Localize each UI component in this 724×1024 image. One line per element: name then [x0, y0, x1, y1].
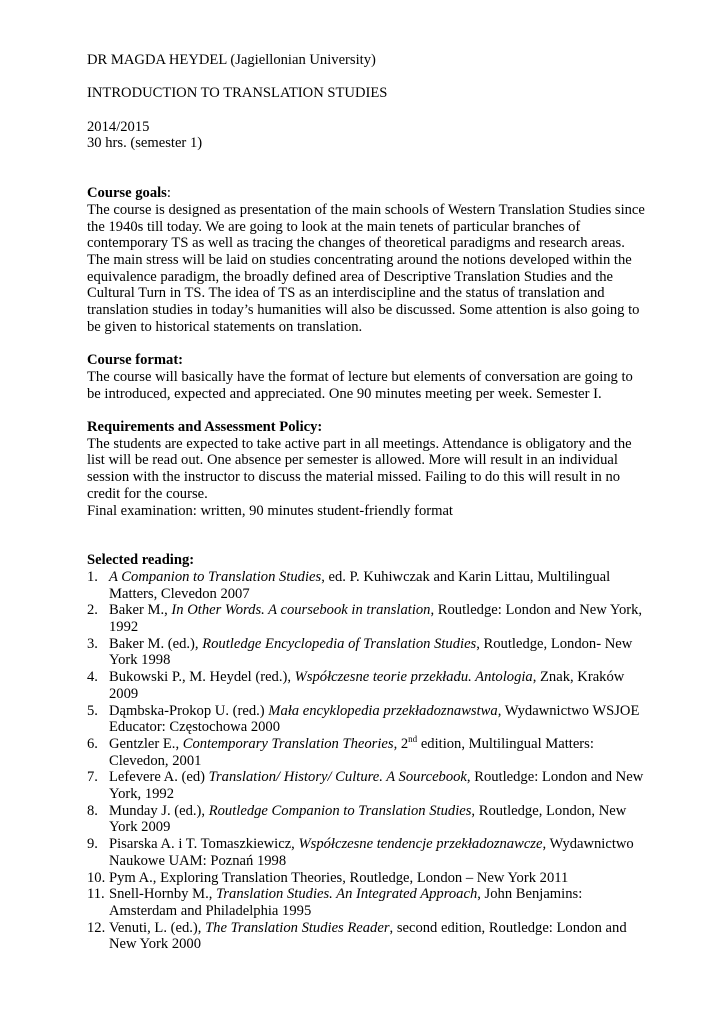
reading-item: 4. Bukowski P., M. Heydel (red.), Współczesne teorie przekładu. Antologia, Znak, Kraków 2009 — [87, 669, 625, 702]
document-page — [87, 52, 647, 953]
requirements-heading: Requirements and Assessment Policy: — [87, 419, 323, 435]
reading-item: 1. A Companion to Translation Studies, ed. P. Kuhiwczak and Karin Littau, Multilingual Matters, Clevedon 2007 — [87, 568, 611, 602]
selected-reading-section — [87, 552, 647, 953]
course-format-section — [87, 352, 647, 402]
reading-item: 10. Pym A., Exploring Translation Theories, Routledge, London – New York 2011 — [87, 869, 569, 886]
course-goals-heading: Course goals — [87, 185, 167, 202]
reading-item: 5. Dąmbska-Prokop U. (red.) Mała encyklopedia przekładoznawstwa, Wydawnictwo WSJOE Educator: Częstochowa 2000 — [87, 702, 640, 736]
reading-item: 12. Venuti, L. (ed.), The Translation Studies Reader, second edition, Routledge: London and New York 2000 — [87, 919, 627, 953]
author-line: DR MAGDA HEYDEL (Jagiellonian University) — [87, 52, 376, 68]
final-exam-text: Final examination: written, 90 minutes student-friendly format — [87, 502, 453, 519]
reading-item: 11. Snell-Hornby M., Translation Studies. An Integrated Approach, John Benjamins: Amsterdam and Philadelphia 1995 — [87, 886, 583, 919]
reading-item: 3. Baker M. (ed.), Routledge Encyclopedia of Translation Studies, Routledge, London- New York 1998 — [87, 635, 633, 669]
course-goals-section — [87, 185, 647, 335]
reading-item: 2. Baker M., In Other Words. A coursebook in translation, Routledge: London and New York, 1992 — [87, 602, 643, 636]
requirements-section — [87, 419, 647, 519]
course-format-text: The course will basically have the format of lecture but elements of conversation are going to be introduced, expected and appreciated. One 90 minutes meeting per week. Semester I. — [87, 368, 633, 402]
course-goals-colon: : — [166, 185, 171, 202]
reading-item: 9. Pisarska A. i T. Tomaszkiewicz, Współczesne tendencje przekładoznawcze, Wydawnictwo Naukowe UAM: Poznań 1998 — [87, 836, 634, 869]
requirements-text: The students are expected to take active part in all meetings. Attendance is obligatory and the list will be read out. One absence per semester is allowed. More will result in an individual session with the instructor to discuss the material missed. Failing to do this will result in no credit for the course. — [87, 435, 632, 502]
course-title: INTRODUCTION TO TRANSLATION STUDIES — [87, 85, 388, 102]
course-hours: 30 hrs. (semester 1) — [87, 135, 203, 152]
reading-list — [87, 569, 647, 953]
reading-item: 6. Gentzler E., Contemporary Translation Theories, 2nd edition, Multilingual Matters: Clevedon, 2001 — [87, 733, 594, 769]
course-format-heading: Course format: — [87, 352, 184, 369]
reading-item: 7. Lefevere A. (ed) Translation/ History/ Culture. A Sourcebook, Routledge: London and New York, 1992 — [87, 769, 644, 803]
reading-item: 8. Munday J. (ed.), Routledge Companion to Translation Studies, Routledge, London, New York 2009 — [87, 802, 627, 836]
course-goals-text: The course is designed as presentation of the main schools of Western Translation Studies since the 1940s till today. We are going to look at the main tenets of particular branches of contemporary TS as well as tracing the changes of theoretical paradigms and research areas. The main stress will be laid on studies concentrating around the notions developed within the equivalence paradigm, the broadly defined area of Descriptive Translation Studies and the Cultural Turn in TS. The idea of TS as an interdiscipline and the status of translation and translation studies in today’s humanities will also be discussed. Some attention is also going to be given to historical statements on translation. — [87, 201, 645, 335]
selected-reading-heading: Selected reading: — [87, 552, 195, 569]
academic-year: 2014/2015 — [87, 118, 150, 135]
